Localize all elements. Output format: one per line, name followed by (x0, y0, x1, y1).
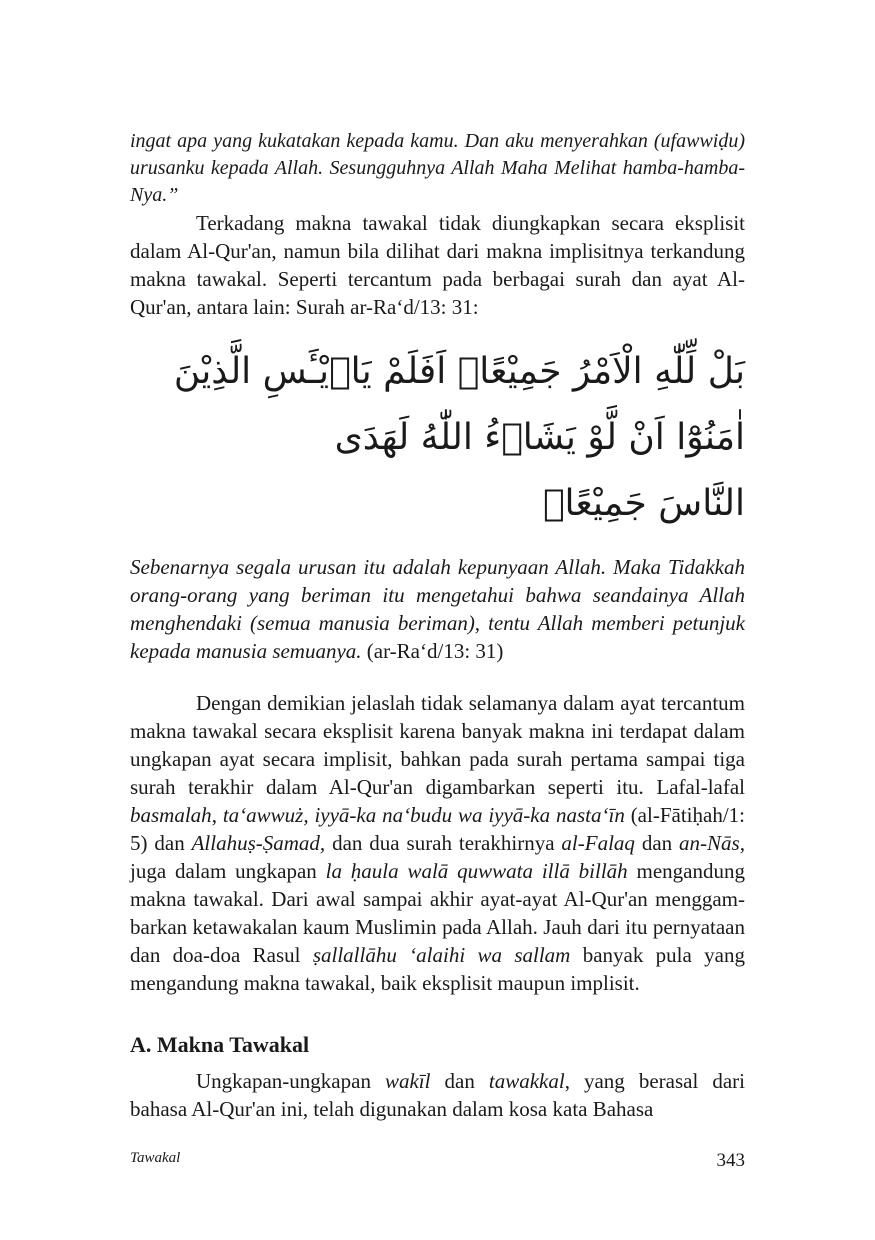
translation-text: Sebenarnya segala urusan itu adalah kepunyaan Allah. Maka Tidakkah orang-orang yang beriman itu mengetahui bahwa seandainya Allah menghendaki (semua manusia beriman), tentu Allah memberi petunjuk kepada manusia semuanya. (130, 555, 745, 663)
paragraph-explanation: Dengan demikian jelaslah tidak selamanya dalam ayat tercantum makna tawakal secara eksplisit karena banyak makna ini terdapat dalam ungkapan ayat secara implisit, bahkan pada surah pertama sampai tiga surah terakhir dalam Al-Qur'an digambarkan seperti itu. Lafal-lafal basmalah, ta‘awwuż, iyyā-ka na‘budu wa iyyā-ka nasta‘īn (al-Fātiḥah/1: 5) dan Allahuṣ-Ṣamad, dan dua surah terakhirnya al-Falaq dan an-Nās, juga dalam ungkapan la ḥaula walā quwwata illā billāh mengandung makna tawakal. Dari awal sampai akhir ayat-ayat Al-Qur'an menggam-barkan ketawakalan kaum Muslimin pada Allah. Jauh dari itu pernyataan dan doa-doa Rasul ṣallallāhu ‘alaihi wa sallam banyak pula yang mengandung makna tawakal, baik eksplisit maupun implisit. (130, 691, 746, 995)
verse-reference: (ar-Ra‘d/13: 31) (366, 639, 504, 663)
arabic-verse-line-1: بَلْ لِّلّٰهِ الْاَمْرُ جَمِيْعًاۗ اَفَلَمْ يَاۡيْـَٔسِ الَّذِيْنَ اٰمَنُوْٓا اَنْ لَّوْ يَشَاۤءُ اللّٰهُ لَهَدَى (173, 351, 745, 458)
page-content (130, 128, 745, 1123)
arabic-verse (130, 339, 745, 537)
verse-translation (130, 553, 745, 665)
quote-continuation: ingat apa yang kukatakan kepada kamu. Dan aku menyerahkan (ufawwiḍu) urusanku kepada Allah. Sesungguhnya Allah Maha Melihat hamba-hamba-Nya.” (130, 130, 745, 206)
running-title: Tawakal (130, 1150, 181, 1166)
section-heading: A. Makna Tawakal (130, 1032, 310, 1057)
arabic-verse-line-2: النَّاسَ جَمِيْعًاۗ (542, 483, 745, 524)
paragraph-implicit-tawakal: Terkadang makna tawakal tidak diungkapkan secara eksplisit dalam Al-Qur'an, namun bila dilihat dari makna implisitnya terkandung makna tawakal. Seperti tercantum pada berbagai surah dan ayat Al-Qur'an, antara lain: Surah ar-Ra‘d/13: 31: (130, 211, 745, 319)
paragraph-makna-tawakal: Ungkapan-ungkapan wakīl dan tawakkal, yang berasal dari bahasa Al-Qur'an ini, telah digunakan dalam kosa kata Bahasa (130, 1069, 745, 1121)
page-number: 343 (716, 1150, 745, 1171)
